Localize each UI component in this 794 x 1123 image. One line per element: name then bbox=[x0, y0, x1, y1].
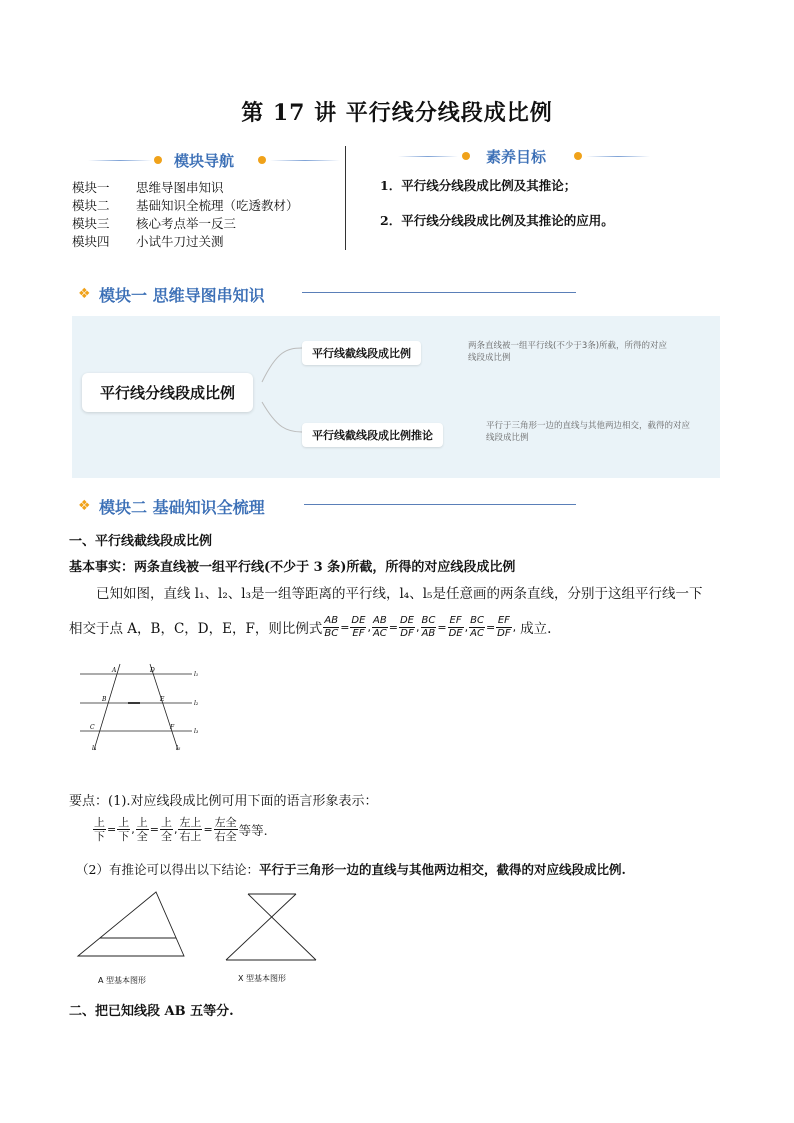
word-ratio-3: 左上 右上 = 左全 右全 bbox=[179, 816, 237, 843]
parallel-lines-figure bbox=[76, 662, 206, 754]
label-l2: l₂ bbox=[194, 700, 199, 707]
corollary-statement: 平行于三角形一边的直线与其他两边相交，截得的对应线段成比例. bbox=[258, 862, 626, 877]
corollary bbox=[76, 860, 626, 878]
goals-heading-line-left bbox=[398, 156, 458, 157]
ratio-4: $\frac{BC}{AC}$ = $\frac{EF}{DF}$ , bbox=[470, 614, 517, 639]
module1-heading: 模块一 思维导图串知识 bbox=[99, 286, 265, 305]
section2-title: 二、把已知线段 AB 五等分. bbox=[69, 1004, 234, 1019]
nav-item[interactable]: 模块一 思维导图串知识 bbox=[72, 180, 224, 195]
word-ratio-suffix: 等等. bbox=[238, 822, 268, 838]
page-title: 第 17 讲 平行线分线段成比例 bbox=[241, 100, 553, 126]
nav-heading-dot-right bbox=[258, 156, 266, 164]
nav-divider bbox=[345, 146, 346, 250]
label-C: C bbox=[90, 724, 95, 731]
mind-map-branch-2: 平行线截线段成比例推论 bbox=[302, 423, 443, 447]
label-E: E bbox=[160, 696, 165, 703]
paragraph-line-1: 已知如图，直线 l₁、l₂、l₃是一组等距离的平行线，l₄、l₅是任意画的两条直线，分别于这组平行线一下 bbox=[96, 586, 703, 602]
nav-heading-line-right bbox=[270, 160, 340, 161]
label-l3: l₃ bbox=[194, 728, 199, 735]
module2-heading-line bbox=[304, 504, 576, 505]
caption-x-type: X 型基本图形 bbox=[238, 974, 287, 983]
ratio-2: $\frac{AB}{AC}$ = $\frac{DE}{DF}$ , bbox=[372, 614, 420, 639]
goal-item: 1．平行线分线段成比例及其推论； bbox=[380, 178, 577, 193]
paragraph-line-2-prefix: 相交于点 A，B，C，D，E，F，则比例式 bbox=[69, 621, 323, 637]
module2-heading: 模块二 基础知识全梳理 bbox=[99, 498, 265, 517]
paragraph-line-2-suffix: 成立. bbox=[520, 621, 552, 637]
nav-item[interactable]: 模块三 核心考点举一反三 bbox=[72, 216, 237, 231]
nav-heading-dot-left bbox=[154, 156, 162, 164]
mind-map bbox=[72, 316, 720, 478]
label-l4: l₄ bbox=[92, 745, 97, 752]
label-D: D bbox=[150, 667, 155, 674]
key-point: 要点：(1).对应线段成比例可用下面的语言形象表示： bbox=[69, 794, 378, 809]
goals-heading-line-right bbox=[586, 156, 650, 157]
nav-heading: 模块导航 bbox=[174, 152, 235, 170]
goal-item: 2．平行线分线段成比例及其推论的应用。 bbox=[380, 213, 614, 228]
diamond-icon: ❖ bbox=[78, 286, 91, 302]
nav-item[interactable]: 模块二 基础知识全梳理（吃透教材） bbox=[72, 198, 299, 213]
mind-map-branch-1: 平行线截线段成比例 bbox=[302, 341, 421, 365]
goals-heading: 素养目标 bbox=[486, 148, 547, 166]
label-l1: l₁ bbox=[194, 671, 199, 678]
diamond-icon: ❖ bbox=[78, 498, 91, 514]
nav-item[interactable]: 模块四 小试牛刀过关测 bbox=[72, 234, 224, 249]
label-l5: l₅ bbox=[176, 745, 181, 752]
word-ratio-2: 上 全 = 上 全 , bbox=[136, 816, 178, 843]
section1-title: 一、平行线截线段成比例 bbox=[69, 534, 213, 549]
mind-map-root: 平行线分线段成比例 bbox=[82, 373, 253, 412]
goals-heading-dot-left bbox=[462, 152, 470, 160]
goals-heading-dot-right bbox=[574, 152, 582, 160]
module1-heading-line bbox=[302, 292, 576, 293]
mind-map-branch-2-desc: 平行于三角形一边的直线与其他两边相交，截得的对应线段成比例 bbox=[486, 421, 691, 443]
nav-heading-line-left bbox=[88, 160, 152, 161]
a-type-figure bbox=[76, 890, 188, 962]
paragraph-line-2 bbox=[69, 610, 551, 644]
ratio-3: $\frac{BC}{AB}$ = $\frac{EF}{DE}$ , bbox=[421, 614, 469, 639]
word-ratio-1: 上 下 = 上 下 , bbox=[94, 816, 135, 843]
nav-list bbox=[72, 179, 299, 251]
ratio-1: $\frac{AB}{BC}$ = $\frac{DE}{EF}$ , bbox=[324, 614, 371, 639]
caption-a-type: A 型基本图形 bbox=[98, 976, 147, 985]
label-B: B bbox=[102, 696, 107, 703]
basic-fact: 基本事实：两条直线被一组平行线(不少于 3 条)所截，所得的对应线段成比例 bbox=[69, 560, 516, 575]
corollary-prefix: （2）有推论可以得出以下结论： bbox=[76, 862, 259, 877]
label-F: F bbox=[170, 724, 175, 731]
word-ratio-row bbox=[92, 816, 268, 843]
mind-map-branch-1-desc: 两条直线被一组平行线(不少于3条)所截，所得的对应线段成比例 bbox=[468, 341, 668, 363]
x-type-figure bbox=[224, 892, 318, 964]
label-A: A bbox=[112, 667, 117, 674]
